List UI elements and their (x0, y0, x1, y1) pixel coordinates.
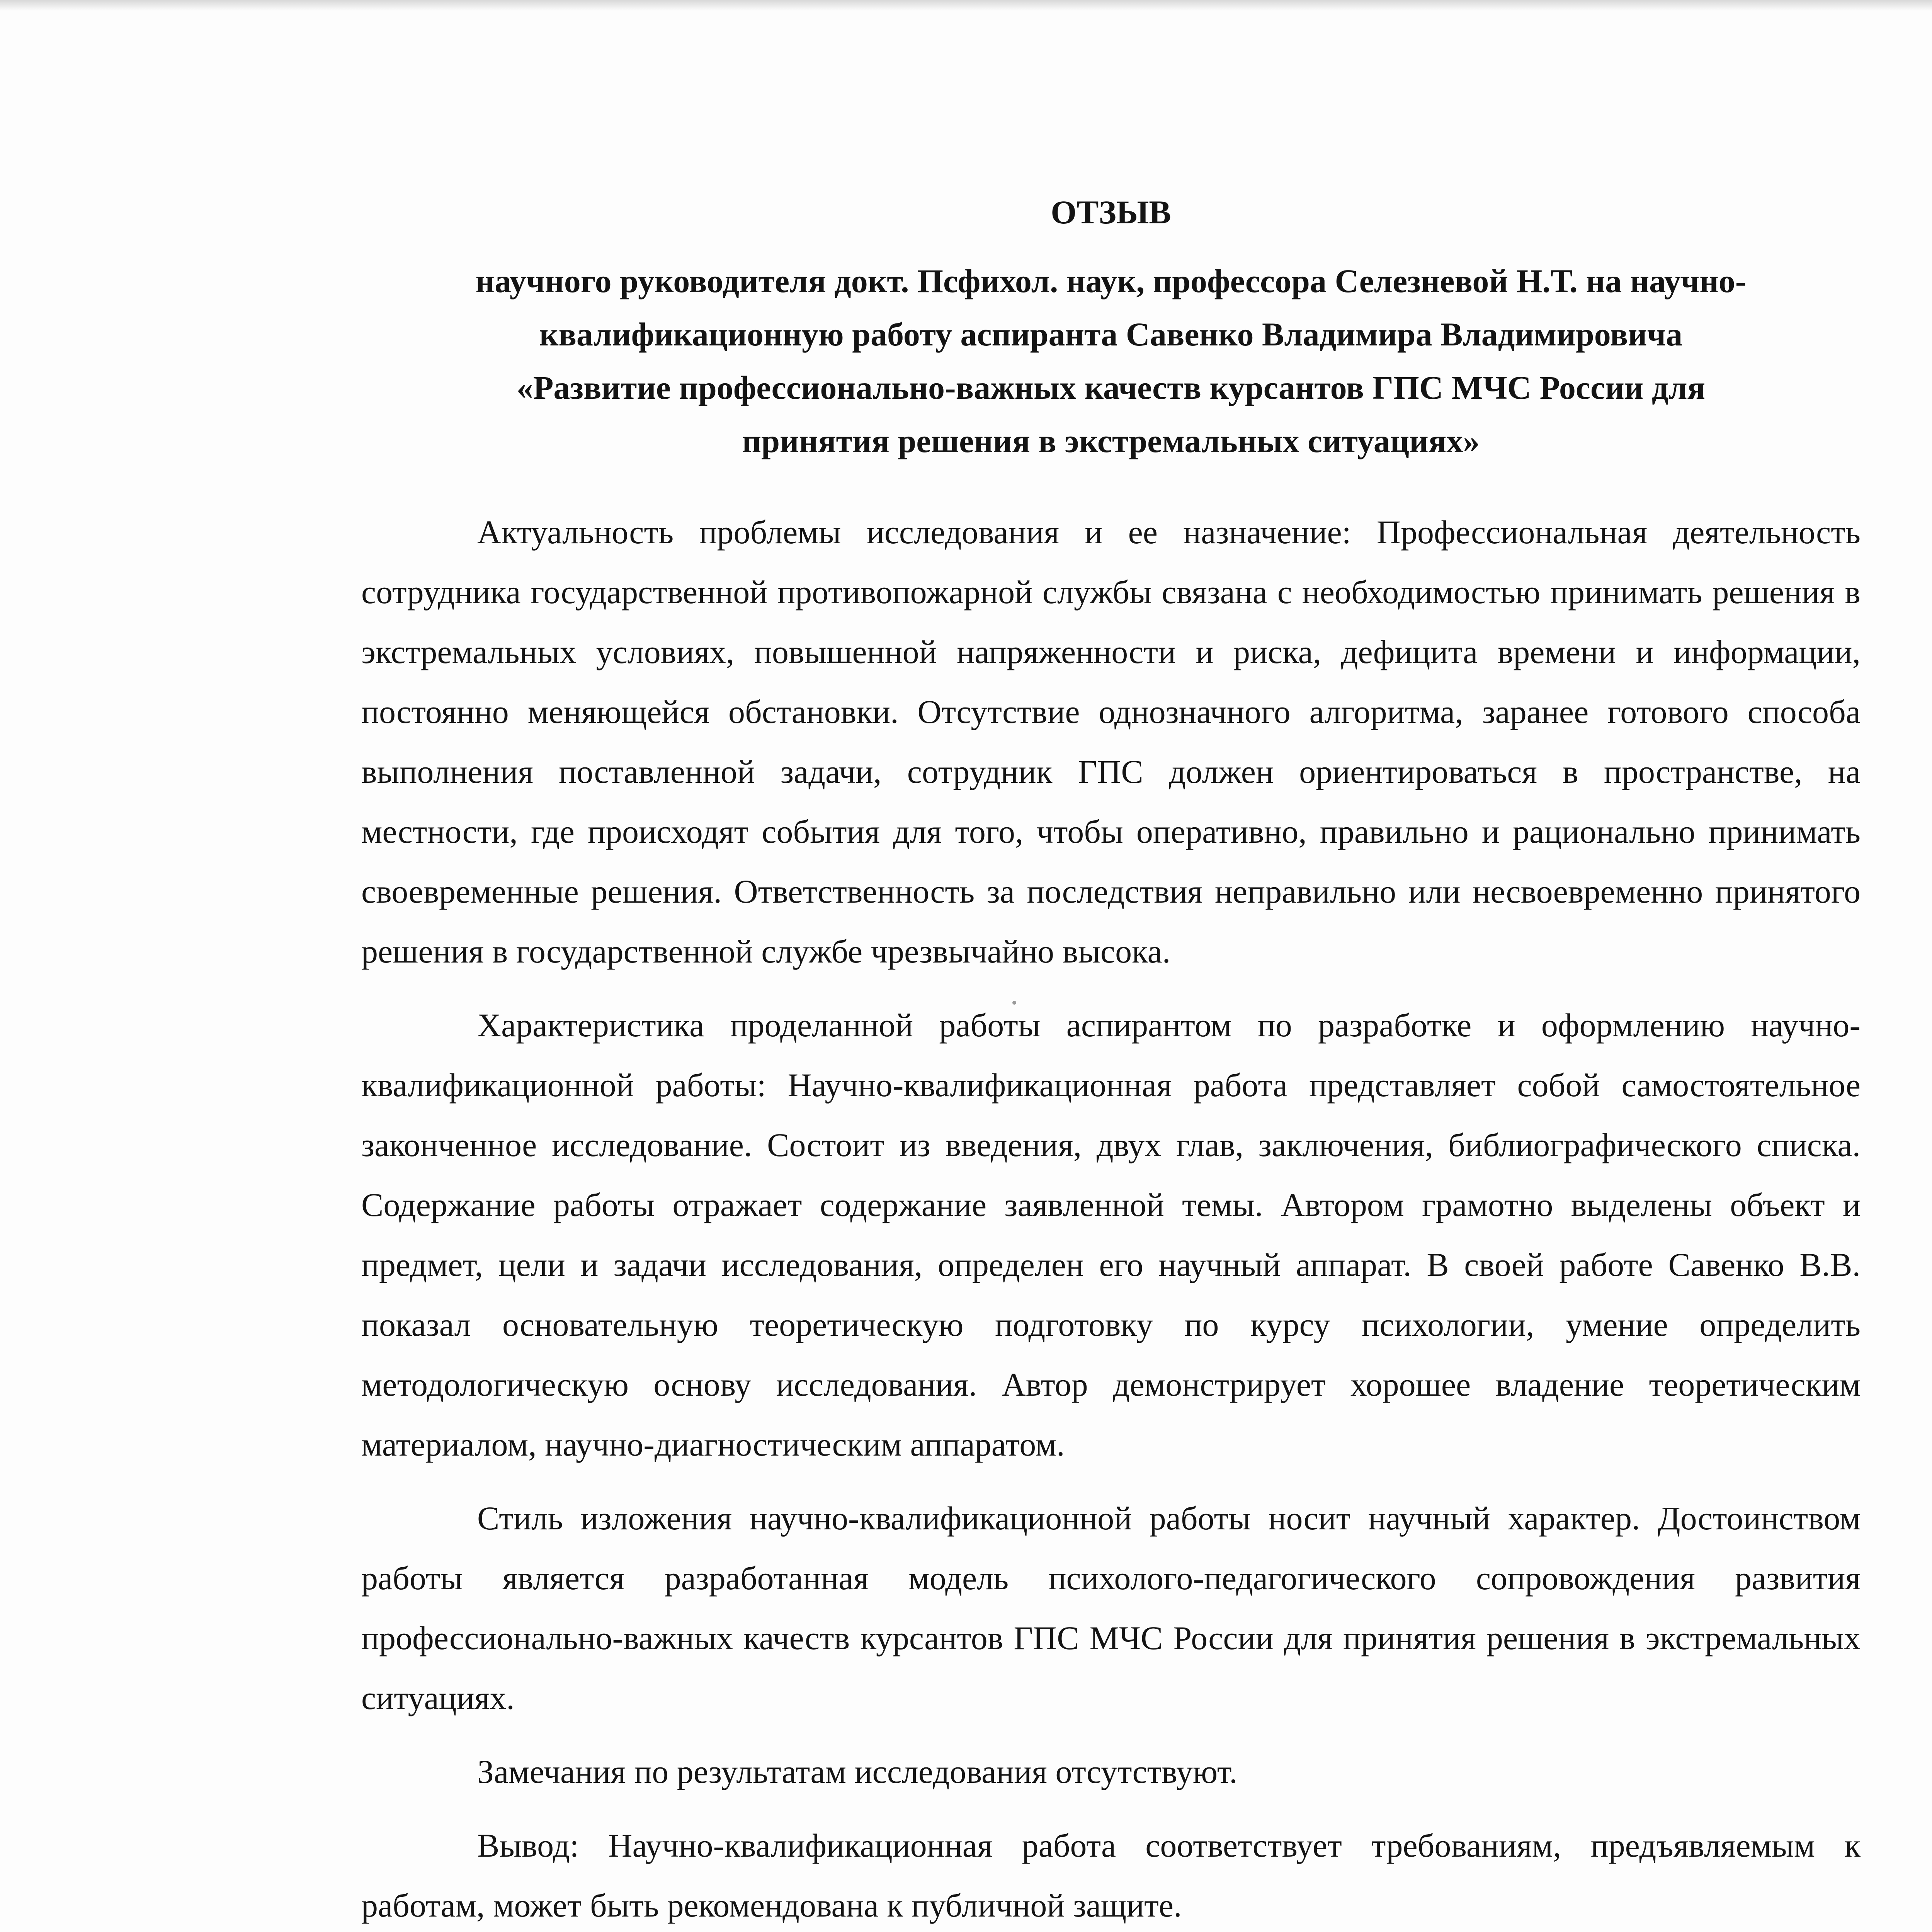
document-body (361, 502, 1861, 1932)
paragraph-relevance: Актуальность проблемы исследования и ее назначение: Профессиональная деятельность сотрудника государственной противопожарной службы связана с необходимостью принимать решения в экстремальных условиях, повышенной напряженности и риска, дефицита времени и информации, постоянно меняющейся обстановки. Отсутствие однозначного алгоритма, заранее готового способа выполнения поставленной задачи, сотрудник ГПС должен ориентироваться в пространстве, на местности, где происходят события для того, чтобы оперативно, правильно и рационально принимать своевременные решения. Ответственность за последствия неправильно или несвоевременно принятого решения в государственной службе чрезвычайно высока. (361, 514, 1861, 970)
heading-line-4: принятия решения в экстремальных ситуациях» (742, 422, 1480, 459)
heading-line-3: «Развитие профессионально-важных качеств курсантов ГПС МЧС России для (516, 369, 1706, 406)
document-heading (348, 185, 1874, 468)
paragraph-characteristics: Характеристика проделанной работы аспирантом по разработке и оформлению научно-квалификационной работы: Научно-квалификационная работа представляет собой самостоятельное законченное исследование. Состоит из введения, двух глав, заключения, библиографического списка. Содержание работы отражает содержание заявленной темы. Автором грамотно выделены объект и предмет, цели и задачи исследования, определен его научный аппарат. В своей работе Савенко В.В. показал основательную теоретическую подготовку по курсу психологии, умение определить методологическую основу исследования. Автор демонстрирует хорошее владение теоретическим материалом, научно-диагностическим аппаратом. (361, 1007, 1861, 1463)
scan-edge-shadow (0, 0, 1932, 11)
paragraph-remarks: Замечания по результатам исследования отсутствуют. (477, 1753, 1238, 1790)
paragraph-conclusion: Вывод: Научно-квалификационная работа соответствует требованиям, предъявляемым к работам, может быть рекомендована к публичной защите. (361, 1827, 1861, 1924)
paragraph-style: Стиль изложения научно-квалификационной работы носит научный характер. Достоинством работы является разработанная модель психолого-педагогического сопровождения развития профессионально-важных качеств курсантов ГПС МЧС России для принятия решения в экстремальных ситуациях. (361, 1500, 1861, 1716)
document-title: ОТЗЫВ (1051, 194, 1171, 231)
heading-line-1: научного руководителя докт. Псфихол. наук, профессора Селезневой Н.Т. на научно- (475, 262, 1747, 299)
heading-line-2: квалификационную работу аспиранта Савенко Владимира Владимировича (539, 316, 1683, 353)
scan-speck (1012, 1001, 1016, 1005)
